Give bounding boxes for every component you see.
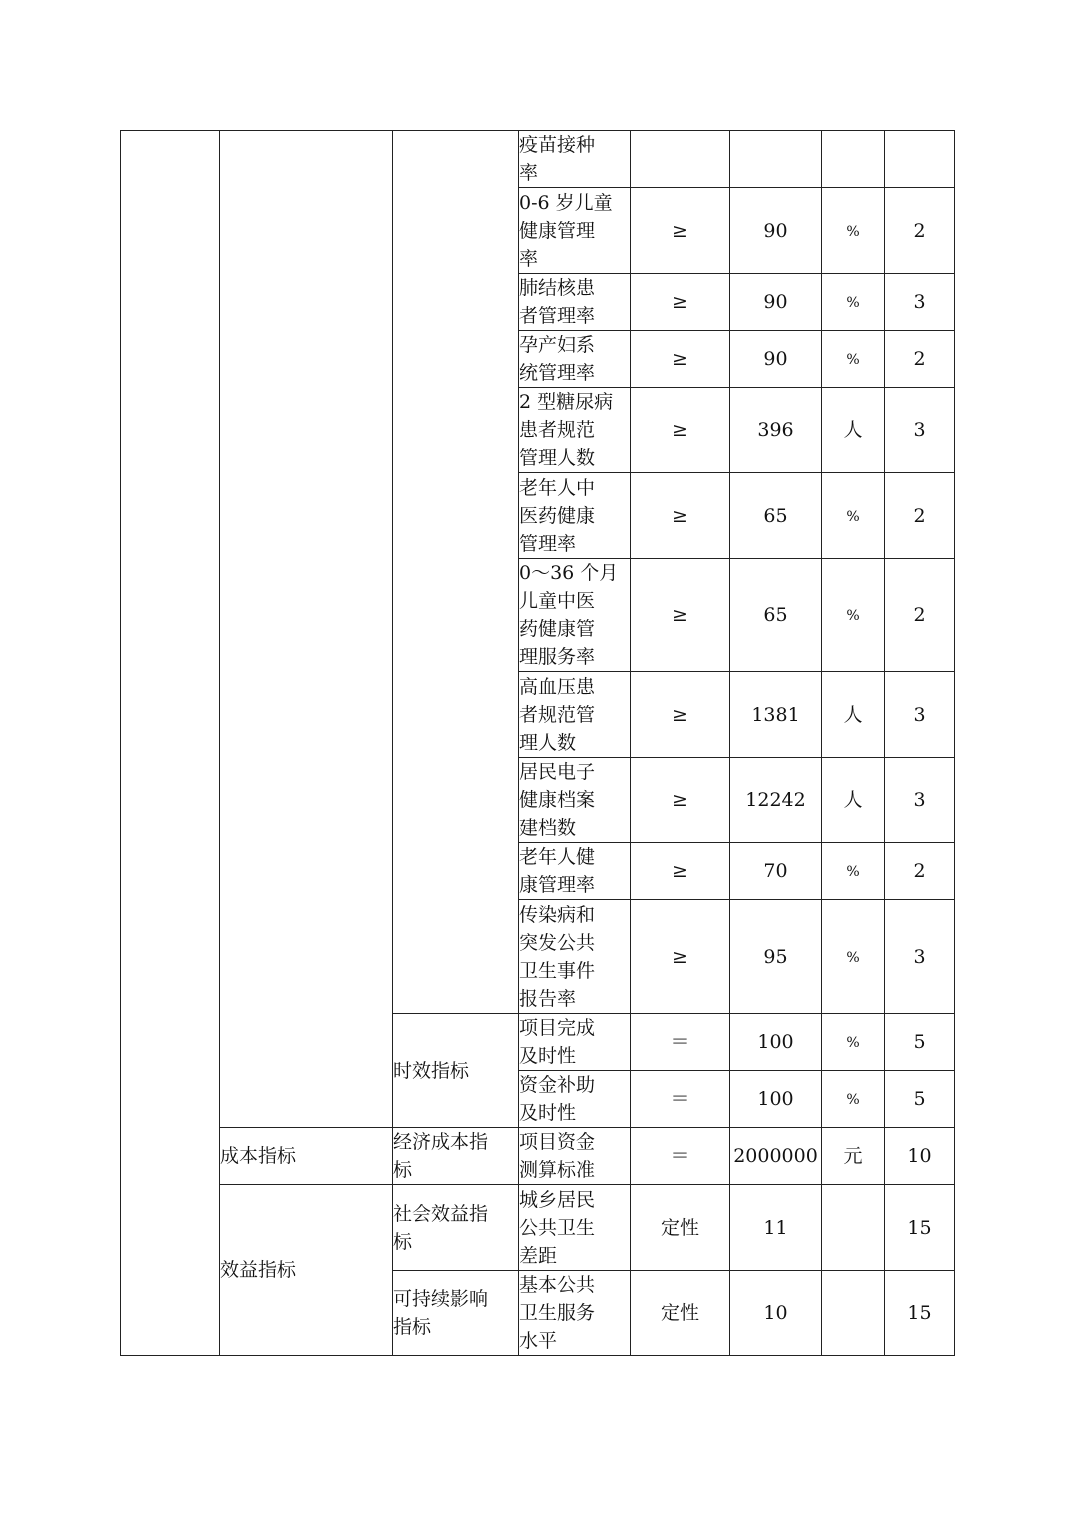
target-value: 65: [730, 473, 822, 559]
level1-cell-blank: [121, 131, 220, 1356]
operator: ≥: [631, 843, 730, 900]
score: 2: [885, 331, 955, 388]
indicator-name: 项目资金 测算标准: [519, 1128, 631, 1185]
operator: ≥: [631, 900, 730, 1014]
indicator-name: 高血压患 者规范管 理人数: [519, 672, 631, 758]
target-value: 10: [730, 1271, 822, 1356]
indicator-name: 老年人健 康管理率: [519, 843, 631, 900]
indicator-name: 城乡居民 公共卫生 差距: [519, 1185, 631, 1271]
target-value: 90: [730, 331, 822, 388]
table-row: [121, 131, 955, 188]
indicator-name: 孕产妇系 统管理率: [519, 331, 631, 388]
operator: ≥: [631, 388, 730, 473]
indicator-name: 2 型糖尿病 患者规范 管理人数: [519, 388, 631, 473]
table-row: [121, 1128, 955, 1185]
level2-cell-timeliness: 时效指标: [393, 1014, 519, 1128]
target-value: 65: [730, 559, 822, 672]
target-value: 12242: [730, 758, 822, 843]
unit: [822, 1271, 885, 1356]
level1-cell-output: [220, 131, 393, 1128]
score: 2: [885, 843, 955, 900]
target-value: 100: [730, 1014, 822, 1071]
indicator-table: [120, 130, 955, 1356]
score: 15: [885, 1271, 955, 1356]
target-value: 1381: [730, 672, 822, 758]
score: 5: [885, 1014, 955, 1071]
score: 5: [885, 1071, 955, 1128]
target-value: 90: [730, 274, 822, 331]
unit: %: [822, 1071, 885, 1128]
unit: [822, 1185, 885, 1271]
operator: ＝: [631, 1014, 730, 1071]
target-value: 70: [730, 843, 822, 900]
unit: %: [822, 274, 885, 331]
operator: ≥: [631, 188, 730, 274]
operator: ≥: [631, 331, 730, 388]
target-value: 90: [730, 188, 822, 274]
unit: %: [822, 559, 885, 672]
score: 2: [885, 473, 955, 559]
unit: 元: [822, 1128, 885, 1185]
operator: ≥: [631, 274, 730, 331]
unit: %: [822, 1014, 885, 1071]
level1-cell-cost: 成本指标: [220, 1128, 393, 1185]
target-value: [730, 131, 822, 188]
indicator-name: 疫苗接种 率: [519, 131, 631, 188]
unit: %: [822, 843, 885, 900]
level2-cell-sustainable: 可持续影响 指标: [393, 1271, 519, 1356]
unit: [822, 131, 885, 188]
unit: %: [822, 331, 885, 388]
unit: 人: [822, 758, 885, 843]
operator: ≥: [631, 672, 730, 758]
indicator-name: 基本公共 卫生服务 水平: [519, 1271, 631, 1356]
indicator-name: 肺结核患 者管理率: [519, 274, 631, 331]
operator: [631, 131, 730, 188]
unit: %: [822, 473, 885, 559]
level2-cell-social-benefit: 社会效益指 标: [393, 1185, 519, 1271]
level2-cell-quantity: [393, 131, 519, 1014]
indicator-name: 老年人中 医药健康 管理率: [519, 473, 631, 559]
operator: ≥: [631, 559, 730, 672]
indicator-name: 0～36 个月 儿童中医 药健康管 理服务率: [519, 559, 631, 672]
score: 3: [885, 900, 955, 1014]
indicator-name: 居民电子 健康档案 建档数: [519, 758, 631, 843]
score: 15: [885, 1185, 955, 1271]
level1-cell-benefit: 效益指标: [220, 1185, 393, 1356]
score: 3: [885, 388, 955, 473]
unit: %: [822, 900, 885, 1014]
unit: 人: [822, 672, 885, 758]
operator: 定性: [631, 1271, 730, 1356]
score: 3: [885, 672, 955, 758]
indicator-name: 资金补助 及时性: [519, 1071, 631, 1128]
score: 3: [885, 274, 955, 331]
score: 2: [885, 559, 955, 672]
unit: %: [822, 188, 885, 274]
operator: ≥: [631, 758, 730, 843]
score: 3: [885, 758, 955, 843]
operator: ＝: [631, 1128, 730, 1185]
unit: 人: [822, 388, 885, 473]
operator: ≥: [631, 473, 730, 559]
table-row: [121, 1185, 955, 1271]
operator: 定性: [631, 1185, 730, 1271]
indicator-name: 传染病和 突发公共 卫生事件 报告率: [519, 900, 631, 1014]
score: 10: [885, 1128, 955, 1185]
operator: ＝: [631, 1071, 730, 1128]
target-value: 2000000: [730, 1128, 822, 1185]
target-value: 11: [730, 1185, 822, 1271]
score: 2: [885, 188, 955, 274]
level2-cell-economic-cost: 经济成本指 标: [393, 1128, 519, 1185]
indicator-name: 0-6 岁儿童 健康管理 率: [519, 188, 631, 274]
target-value: 95: [730, 900, 822, 1014]
indicator-name: 项目完成 及时性: [519, 1014, 631, 1071]
target-value: 396: [730, 388, 822, 473]
score: [885, 131, 955, 188]
target-value: 100: [730, 1071, 822, 1128]
